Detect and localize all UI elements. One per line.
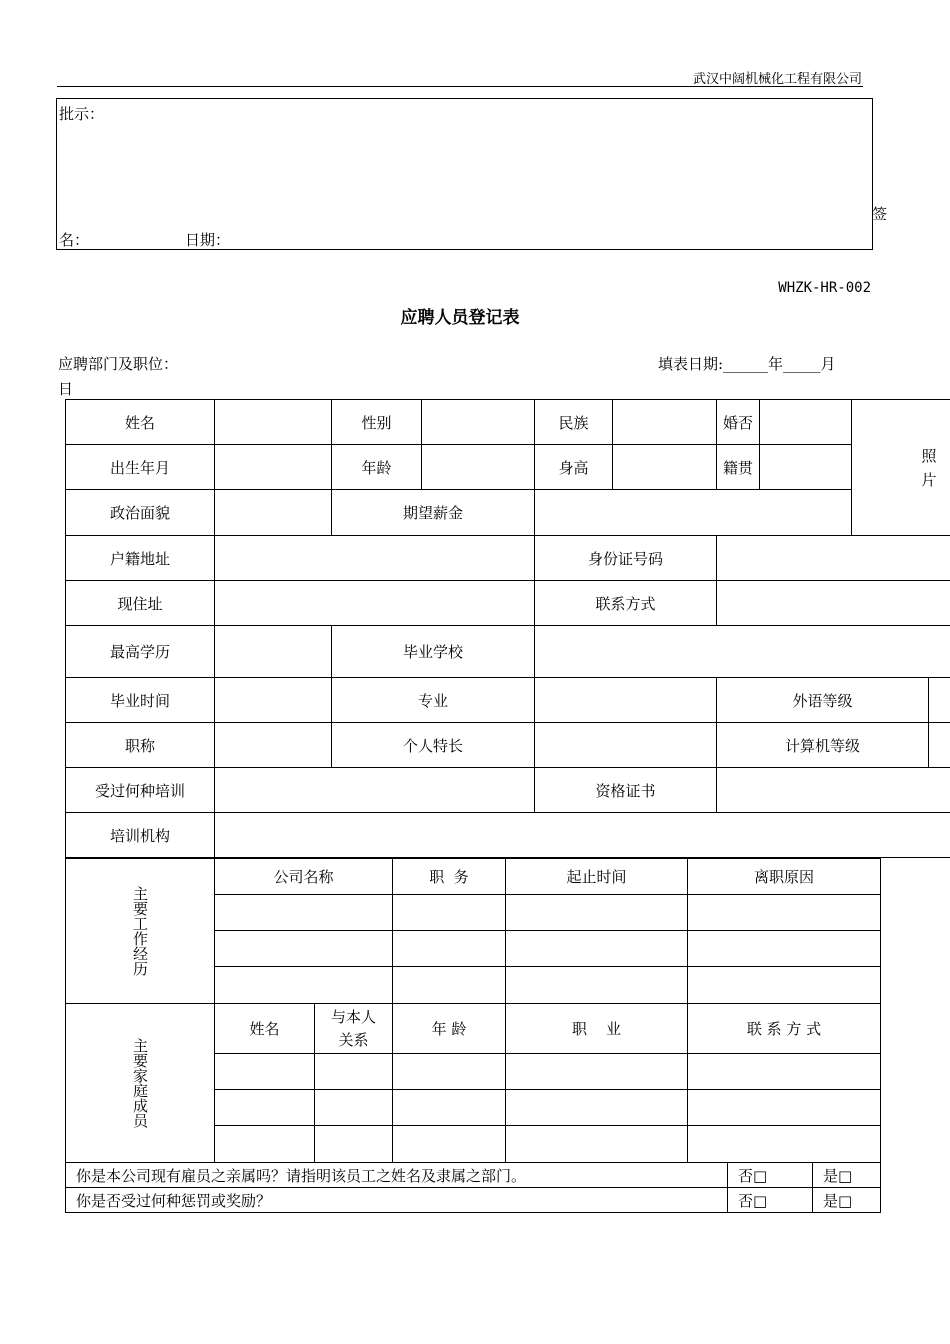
approval-label: 批示：: [59, 105, 105, 123]
id-number-field[interactable]: [717, 536, 950, 581]
family-cell[interactable]: [315, 1126, 393, 1163]
work-cell[interactable]: [215, 967, 393, 1004]
marital-field[interactable]: [760, 400, 852, 445]
name-label: 姓名: [66, 400, 215, 445]
work-cell[interactable]: [215, 895, 393, 931]
question-reward-no[interactable]: 否□: [728, 1188, 813, 1213]
question-reward-yes[interactable]: 是□: [813, 1188, 881, 1213]
specialty-label: 个人特长: [332, 723, 535, 768]
ethnicity-field[interactable]: [613, 400, 717, 445]
education-label: 最高学历: [66, 626, 215, 678]
work-cell[interactable]: [215, 931, 393, 967]
approval-date-label: 日期：: [185, 231, 231, 249]
family-header-occupation: 职 业: [506, 1004, 688, 1054]
height-label: 身高: [535, 445, 613, 490]
family-cell[interactable]: [215, 1090, 315, 1126]
family-cell[interactable]: [393, 1090, 506, 1126]
family-header-contact: 联 系 方 式: [688, 1004, 881, 1054]
height-field[interactable]: [613, 445, 717, 490]
work-cell[interactable]: [393, 931, 506, 967]
department-label: 应聘部门及职位：: [58, 355, 179, 373]
family-cell[interactable]: [315, 1054, 393, 1090]
work-header-period: 起止时间: [506, 859, 688, 895]
family-header-name: 姓名: [215, 1004, 315, 1054]
foreign-lang-field[interactable]: [929, 678, 950, 723]
work-cell[interactable]: [688, 895, 881, 931]
expected-salary-field[interactable]: [535, 490, 852, 536]
work-cell[interactable]: [506, 967, 688, 1004]
certificate-label: 资格证书: [535, 768, 717, 813]
specialty-field[interactable]: [535, 723, 717, 768]
native-place-field[interactable]: [760, 445, 852, 490]
work-header-company: 公司名称: [215, 859, 393, 895]
name-field[interactable]: [215, 400, 332, 445]
foreign-lang-label: 外语等级: [717, 678, 929, 723]
age-field[interactable]: [422, 445, 535, 490]
training-org-field[interactable]: [215, 813, 950, 858]
family-cell[interactable]: [215, 1054, 315, 1090]
training-org-label: 培训机构: [66, 813, 215, 858]
approval-box: [56, 98, 873, 250]
current-address-label: 现住址: [66, 581, 215, 626]
work-header-reason: 离职原因: [688, 859, 881, 895]
work-cell[interactable]: [688, 967, 881, 1004]
question-reward: 你是否受过何种惩罚或奖励？: [66, 1188, 728, 1213]
marital-label: 婚否: [717, 400, 760, 445]
history-table: [65, 858, 881, 1163]
title-rank-label: 职称: [66, 723, 215, 768]
form-title: 应聘人员登记表: [400, 308, 520, 328]
political-label: 政治面貌: [66, 490, 215, 536]
gender-label: 性别: [332, 400, 422, 445]
family-cell[interactable]: [393, 1054, 506, 1090]
work-cell[interactable]: [688, 931, 881, 967]
work-cell[interactable]: [393, 895, 506, 931]
certificate-field[interactable]: [717, 768, 950, 813]
family-cell[interactable]: [506, 1090, 688, 1126]
work-section-text: 主要工作经历: [131, 886, 149, 976]
work-cell[interactable]: [506, 895, 688, 931]
major-field[interactable]: [535, 678, 717, 723]
photo-box[interactable]: 照 片: [852, 400, 950, 536]
native-place-label: 籍贯: [717, 445, 760, 490]
family-cell[interactable]: [688, 1090, 881, 1126]
family-cell[interactable]: [688, 1054, 881, 1090]
age-label: 年龄: [332, 445, 422, 490]
family-cell[interactable]: [506, 1126, 688, 1163]
education-field[interactable]: [215, 626, 332, 678]
gender-field[interactable]: [422, 400, 535, 445]
question-relative: 你是本公司现有雇员之亲属吗？请指明该员工之姓名及隶属之部门。: [66, 1163, 728, 1188]
sign-label-part1: 签: [872, 205, 888, 223]
work-section-label: [66, 859, 215, 1004]
training-label: 受过何种培训: [66, 768, 215, 813]
hukou-address-label: 户籍地址: [66, 536, 215, 581]
contact-field[interactable]: [717, 581, 950, 626]
expected-salary-label: 期望薪金: [332, 490, 535, 536]
family-cell[interactable]: [215, 1126, 315, 1163]
family-cell[interactable]: [506, 1054, 688, 1090]
family-header-age: 年 龄: [393, 1004, 506, 1054]
major-label: 专业: [332, 678, 535, 723]
family-header-relation: 与本人 关系: [315, 1004, 393, 1054]
registration-table: [65, 399, 950, 858]
training-field[interactable]: [215, 768, 535, 813]
work-header-position: 职 务: [393, 859, 506, 895]
birth-field[interactable]: [215, 445, 332, 490]
sign-label: 名：: [59, 231, 90, 249]
school-field[interactable]: [535, 626, 950, 678]
family-cell[interactable]: [688, 1126, 881, 1163]
company-name: 武汉中阔机械化工程有限公司: [692, 72, 862, 87]
computer-level-field[interactable]: [929, 723, 950, 768]
ethnicity-label: 民族: [535, 400, 613, 445]
work-cell[interactable]: [393, 967, 506, 1004]
graduation-time-label: 毕业时间: [66, 678, 215, 723]
header-divider: [57, 86, 863, 87]
hukou-address-field[interactable]: [215, 536, 535, 581]
family-section-text: 主要家庭成员: [131, 1038, 149, 1128]
computer-level-label: 计算机等级: [717, 723, 929, 768]
id-number-label: 身份证号码: [535, 536, 717, 581]
school-label: 毕业学校: [332, 626, 535, 678]
title-rank-field[interactable]: [215, 723, 332, 768]
work-cell[interactable]: [506, 931, 688, 967]
birth-label: 出生年月: [66, 445, 215, 490]
fill-date: 填表日期:______年_____月: [658, 355, 836, 373]
question-relative-no[interactable]: 否□: [728, 1163, 813, 1188]
question-relative-yes[interactable]: 是□: [813, 1163, 881, 1188]
family-section-label: [66, 1004, 215, 1163]
document-code: WHZK-HR-002: [778, 280, 871, 296]
political-field[interactable]: [215, 490, 332, 536]
questions-table: [65, 1162, 881, 1213]
graduation-time-field[interactable]: [215, 678, 332, 723]
family-cell[interactable]: [315, 1090, 393, 1126]
current-address-field[interactable]: [215, 581, 535, 626]
fill-date-day: 日: [58, 380, 74, 398]
contact-label: 联系方式: [535, 581, 717, 626]
family-cell[interactable]: [393, 1126, 506, 1163]
